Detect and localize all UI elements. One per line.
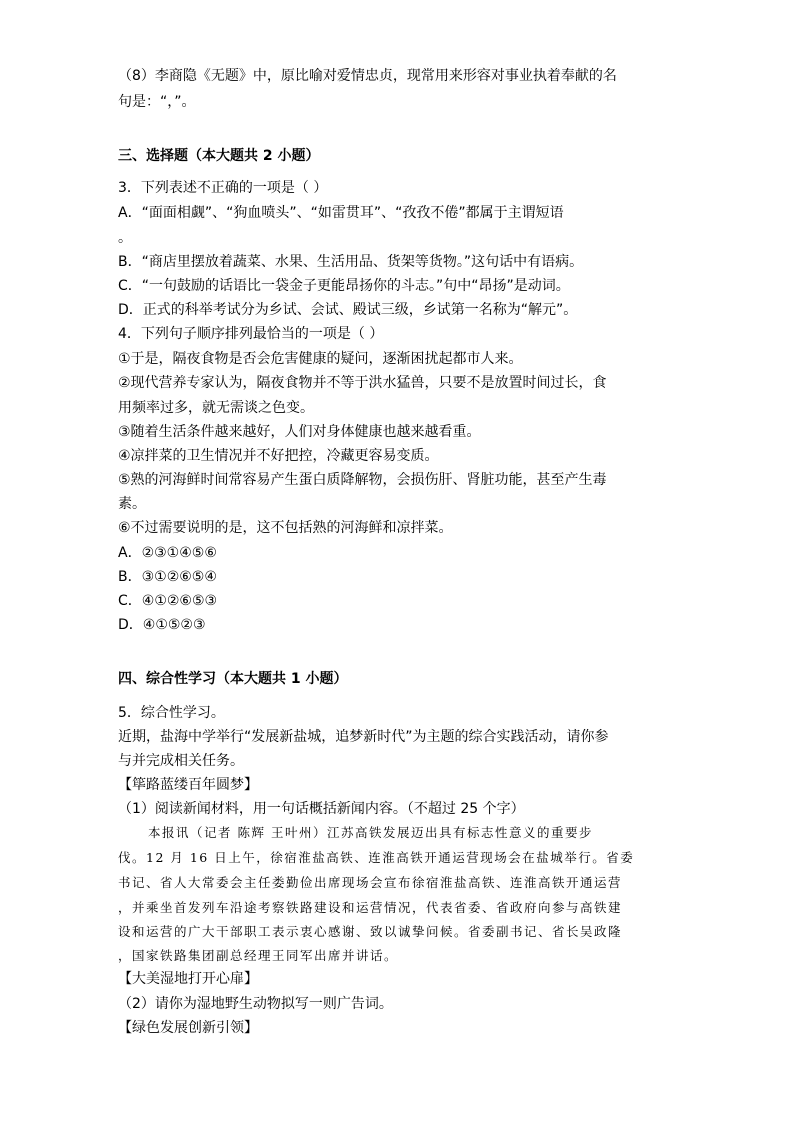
question-4-sentence-2: ②现代营养专家认为，隔夜食物并不等于洪水猛兽，只要不是放置时间过长，食 — [118, 375, 607, 391]
question-4-option-d: D．④①⑤②③ — [118, 617, 206, 633]
news-paragraph-line-3: 书记、省人大常委会主任娄勤俭出席现场会宣布徐宿淮盐高铁、连淮高铁开通运营 — [118, 875, 623, 890]
question-5-intro-cont: 与并完成相关任务。 — [118, 753, 244, 769]
question-3-stem: 3．下列表述不正确的一项是（ ） — [118, 180, 328, 196]
news-paragraph-line-4: ，并乘坐首发列车沿途考察铁路建设和运营情况，代表省委、省政府向参与高铁建 — [118, 900, 623, 915]
question-4-stem: 4．下列句子顺序排列最恰当的一项是（ ） — [118, 326, 384, 342]
question-4-option-b: B．③①②⑥⑤④ — [118, 569, 217, 585]
news-paragraph-line-2: 伐。12 月 16 日上午，徐宿淮盐高铁、连淮高铁开通运营现场会在盐城举行。省委 — [118, 850, 635, 865]
question-5-stem: 5．综合性学习。 — [118, 705, 225, 721]
question-3-option-c: C．“一句鼓励的话语比一袋金子更能昂扬你的斗志。”句中“昂扬”是动词。 — [118, 278, 570, 294]
part-2-question: （2）请你为湿地野生动物拟写一则广告词。 — [118, 996, 393, 1012]
section-4-title: 四、综合性学习（本大题共 1 小题） — [118, 671, 348, 687]
question-4-sentence-5: ⑤熟的河海鲜时间常容易产生蛋白质降解物，会损伤肝、肾脏功能，甚至产生毒 — [118, 472, 607, 488]
part-2-title: 【大美湿地打开心扉】 — [118, 971, 258, 987]
part-1-question: （1）阅读新闻材料，用一句话概括新闻内容。（不超过 25 个字） — [118, 801, 525, 817]
question-4-sentence-3: ③随着生活条件越来越好，人们对身体健康也越来越看重。 — [118, 424, 481, 440]
part-3-title: 【绿色发展创新引领】 — [118, 1020, 258, 1036]
q8-line-1: （8）李商隐《无题》中，原比喻对爱情忠贞，现常用来形容对事业执着奉献的名 — [118, 68, 617, 84]
question-3-option-a: A．“面面相觑”、“狗血喷头”、“如雷贯耳”、“孜孜不倦”都属于主谓短语 — [118, 205, 564, 221]
news-paragraph-line-6: ，国家铁路集团副总经理王同军出席并讲话。 — [118, 948, 399, 963]
question-4-option-a: A．②③①④⑤⑥ — [118, 545, 217, 561]
question-3-option-a-cont: 。 — [118, 230, 132, 246]
question-3-option-d: D．正式的科举考试分为乡试、会试、殿试三级，乡试第一名称为“解元”。 — [118, 302, 578, 318]
question-4-sentence-1: ①于是，隔夜食物是否会危害健康的疑问，逐渐困扰起都市人来。 — [118, 351, 523, 367]
question-3-option-b: B．“商店里摆放着蔬菜、水果、生活用品、货架等货物。”这句话中有语病。 — [118, 254, 584, 270]
news-paragraph-line-5: 设和运营的广大干部职工表示衷心感谢、致以诚挚问候。省委副书记、省长吴政隆 — [118, 924, 623, 939]
q8-line-2: 句是：“，”。 — [118, 94, 196, 110]
news-paragraph-line-1: 本报讯（记者 陈辉 王叶州）江苏高铁发展迈出具有标志性意义的重要步 — [148, 825, 593, 840]
section-3-title: 三、选择题（本大题共 2 小题） — [118, 148, 320, 164]
question-4-sentence-4: ④凉拌菜的卫生情况并不好把控，冷藏更容易变质。 — [118, 448, 439, 464]
question-4-sentence-2-cont: 用频率过多，就无需谈之色变。 — [118, 400, 314, 416]
question-4-sentence-6: ⑥不过需要说明的是，这不包括熟的河海鲜和凉拌菜。 — [118, 520, 453, 536]
question-4-sentence-5-cont: 素。 — [118, 496, 146, 512]
question-4-option-c: C．④①②⑥⑤③ — [118, 593, 218, 609]
question-5-intro: 近期，盐海中学举行“发展新盐城，追梦新时代”为主题的综合实践活动，请你参 — [118, 729, 609, 745]
part-1-title: 【筚路蓝缕百年圆梦】 — [118, 777, 258, 793]
